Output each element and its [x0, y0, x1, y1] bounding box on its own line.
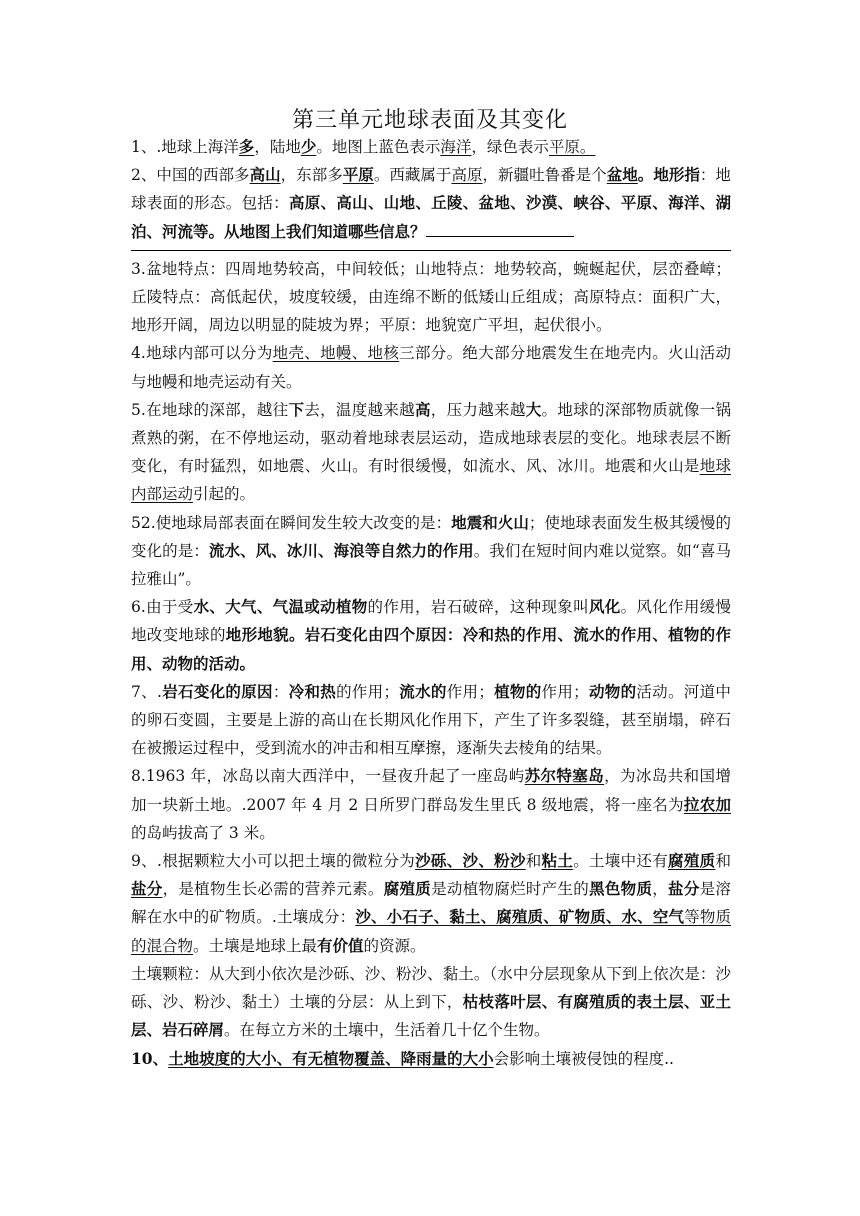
document-body — [131, 133, 731, 1073]
text: 是溶解在水中的矿物质。.土壤成分： — [131, 880, 731, 927]
text: ，是植物生长必需的营养元素。 — [162, 880, 384, 899]
text: 。地球的深部物质就像一锅煮熟的粥，在不停地运动，驱动着地球表层运动，造成地球表层的变化。地球表层不断变化，有时猛烈，如地震、火山。有时很缓慢，如流水、风、冰川。地震和火山是 — [131, 400, 731, 476]
key-term: 动物的 — [588, 681, 637, 701]
text: 三部分。绝大部分地震发生在地壳内。火山活动与地幔和地壳运动有关。 — [131, 344, 731, 391]
key-term: 枯枝落叶层、有腐殖质的表土层、亚土层、岩石碎屑 — [131, 992, 731, 1040]
paragraph-7 — [131, 678, 731, 763]
text: ，东部多 — [280, 166, 343, 185]
page-title: 第三单元地球表面及其变化 — [291, 108, 568, 133]
text: 和 — [525, 852, 542, 871]
key-term: 苏尔特塞岛 — [524, 766, 605, 786]
paragraph-5 — [131, 396, 731, 509]
key-term: 风化 — [588, 597, 621, 617]
text: ， — [652, 880, 669, 899]
paragraph-9 — [131, 847, 731, 960]
key-term: 盐分 — [668, 879, 700, 899]
text: 1、.地球上海洋 — [131, 138, 239, 156]
text: ，绿色表示 — [471, 138, 549, 156]
text: 作用； — [541, 682, 589, 701]
paragraph-3: 3.盆地特点：四周地势较高，中间较低；山地特点：地势较高，蜿蜒起伏，层峦叠嶂；丘陵特点：高低起伏，坡度较缓，由连绵不断的低矮山丘组成；高原特点：面积广大，地形开阔，周边以明显的陡坡为界；平原：地貌宽广平坦，起伏很小。 — [131, 259, 731, 335]
text: 的岛屿拔高了 3 米。 — [131, 823, 275, 842]
text: 的作用； — [336, 682, 399, 701]
key-term: 盆地 — [606, 165, 638, 185]
text: ，陆地 — [254, 138, 301, 156]
text: 。土壤中还有 — [573, 852, 669, 871]
key-term: 流水、风、冰川、海浪等自然力的作用 — [208, 540, 474, 560]
key-term: 等物质的混合物 — [131, 908, 731, 955]
answer-line — [131, 250, 731, 251]
key-term: 少 — [300, 137, 317, 156]
paragraph-8 — [131, 762, 731, 847]
text: ： — [272, 682, 289, 701]
text: ；使地球表面发生极其缓慢的变化的是： — [131, 513, 731, 560]
key-term: 地震和火山 — [451, 512, 529, 532]
text: 2、中国的西部多 — [131, 166, 250, 185]
text: ：地球表面的形态。包括： — [131, 166, 731, 213]
key-term: 平原。 — [548, 138, 596, 156]
key-term: 沙、小石子、黏土、腐殖质、矿物质、水、空气 — [355, 907, 685, 927]
key-term: 高原、高山、山地、丘陵、盆地、沙漠、峡谷、平原、海洋、湖泊、河流等。从地图上我们知道哪些信息？ — [131, 193, 731, 241]
key-term: 冷和热 — [288, 681, 337, 701]
text: 引起的。 — [193, 485, 256, 504]
text: ，新疆吐鲁番是个 — [482, 166, 607, 185]
key-term: 拉农加 — [683, 794, 731, 814]
key-term: 高山 — [249, 165, 281, 185]
text: 9、.根据颗粒大小可以把土壤的微粒分为 — [131, 852, 416, 871]
text: 。在每立方米的土壤中，生活着几十亿个生物。 — [224, 1021, 550, 1040]
key-term: 粘土 — [541, 851, 574, 871]
text: 。风化作用缓慢地改变地球的 — [131, 598, 731, 645]
key-term: 高原 — [451, 166, 483, 185]
paragraph-2 — [131, 161, 731, 246]
key-term: 植物的 — [493, 681, 542, 701]
key-term: 平原 — [342, 165, 374, 185]
paragraph-4 — [131, 339, 731, 395]
paragraph-10 — [131, 1045, 731, 1073]
text: 5.在地球的深部，越往 — [131, 400, 289, 419]
text: 和 — [715, 852, 731, 871]
key-term: 下 — [288, 399, 305, 419]
key-term: 腐殖质 — [668, 851, 716, 871]
text: 是动植物腐烂时产生的 — [431, 880, 590, 899]
paragraph-1 — [131, 133, 731, 161]
key-term: 岩石变化的原因 — [161, 681, 273, 701]
key-term: 海洋 — [440, 138, 472, 156]
text: 去，温度越来越 — [304, 400, 415, 419]
text: 作用； — [446, 682, 494, 701]
text: ，为冰岛共和国增加一块新土地。.2007 年 4 月 2 日所罗门群岛发生里氏 8 级地震，将一座名为 — [131, 767, 731, 814]
key-term: 沙砾、沙、粉沙 — [415, 851, 526, 871]
text: 的作用，岩石破碎，这种现象叫 — [367, 598, 589, 617]
key-term: 流水的 — [399, 681, 447, 701]
text: 。我们在短时间内难以觉察。如“喜马拉雅山”。 — [131, 541, 731, 589]
key-term: 地形地貌。岩石变化由四个原因：冷和热的作用、流水的作用、植物的作用、动物的活动。 — [131, 625, 731, 673]
key-term: 水、大气、气温或动植物 — [193, 597, 368, 617]
paragraph-9b — [131, 960, 731, 1045]
text: 8.1963 年，冰岛以南大西洋中，一昼夜升起了一座岛屿 — [131, 767, 525, 786]
text: 的资源。 — [363, 936, 426, 955]
key-term: 大 — [525, 399, 542, 419]
text: 10、 — [131, 1048, 169, 1068]
key-term: 有价值 — [317, 935, 364, 955]
paragraph-52 — [131, 509, 731, 594]
key-term: 高 — [414, 399, 431, 419]
text: 52.使地球局部表面在瞬间发生较大改变的是： — [131, 513, 452, 532]
text: 。西藏属于 — [373, 166, 452, 185]
text: 活动。河道中的卵石变圆，主要是上游的高山在长期风化作用下，产生了许多裂缝，甚至崩塌，碎石在被搬运过程中，受到流水的冲击和相互摩擦，逐渐失去棱角的结果。 — [131, 682, 731, 758]
key-term: 腐殖质 — [383, 879, 432, 899]
text: ，压力越来越 — [430, 400, 526, 419]
key-term: 土地坡度的大小、有无植物覆盖、降雨量的大小 — [168, 1048, 494, 1068]
key-term: 多 — [238, 137, 255, 156]
text: 6.由于受 — [131, 598, 194, 617]
text: 。土壤是地球上最 — [193, 936, 318, 955]
text: 7、. — [131, 682, 162, 701]
text: 4.地球内部可以分为 — [131, 344, 273, 363]
text: 。地图上蓝色表示 — [316, 138, 441, 156]
key-term: 。地形指 — [637, 165, 700, 185]
key-term: 地壳、地幔、地核 — [272, 344, 400, 363]
key-term: 黑色物质 — [589, 879, 653, 899]
answer-blank — [426, 218, 574, 237]
key-term: 盐分 — [131, 879, 163, 899]
text: 土壤颗粒：从大到小依次是沙砾、沙、粉沙、黏土。（水中分层现象从下到上依次是：沙砾、沙、粉沙、黏土）土壤的分层：从上到下， — [131, 964, 731, 1012]
paragraph-6 — [131, 593, 731, 678]
key-term: 地球内部运动 — [131, 457, 731, 504]
text: 会影响土壤被侵蚀的程度.. — [493, 1049, 674, 1068]
